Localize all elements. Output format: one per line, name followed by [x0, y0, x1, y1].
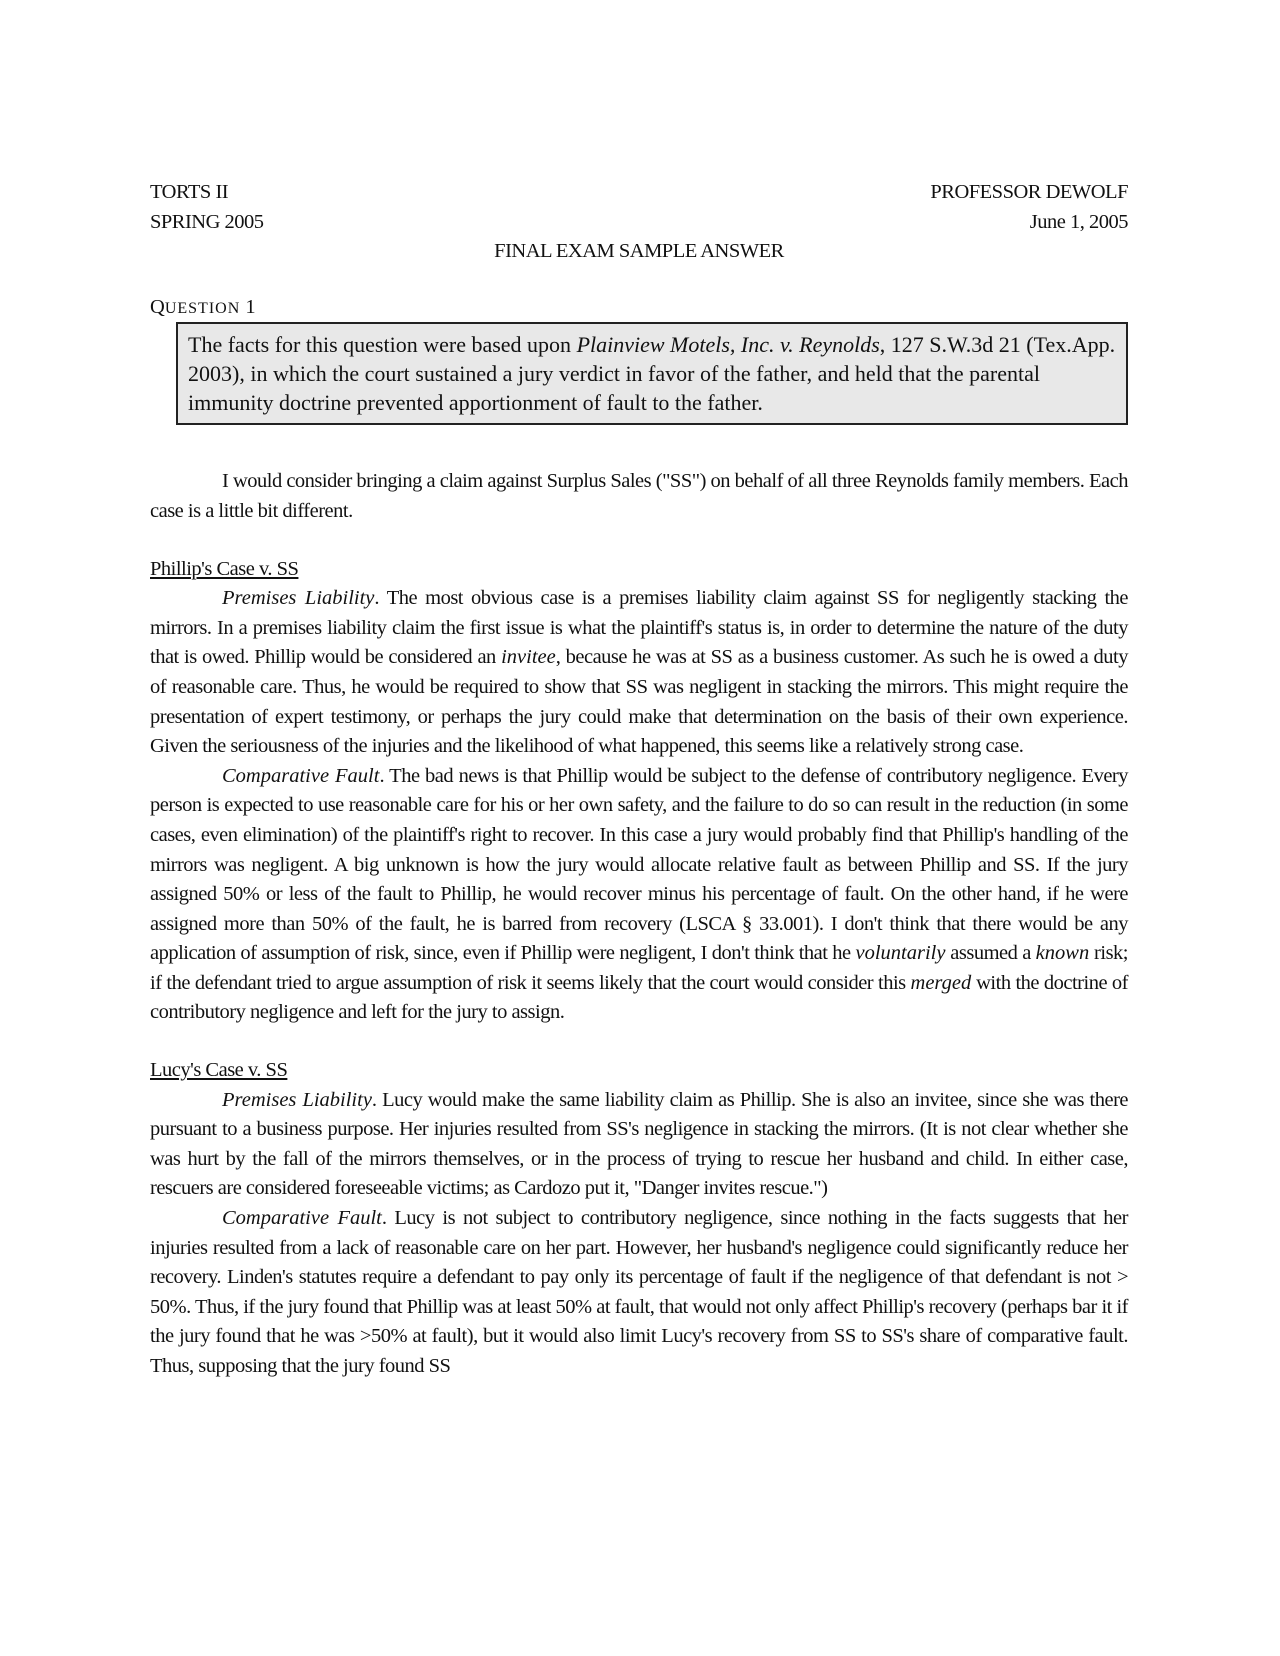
question-heading-initial: Q: [150, 295, 165, 318]
lucy-premises-paragraph: [150, 1086, 1128, 1204]
term: SPRING 2005: [150, 210, 264, 233]
phillip-comparative-text-4: with the doctrine of contributory negligence and left for the jury to assign.: [150, 971, 1129, 1024]
phillip-comparative-merged: merged: [910, 971, 972, 994]
phillip-premises-paragraph: [150, 584, 1128, 762]
phillip-comparative-text-1: . The bad news is that Phillip would be subject to the defense of contributory negligence. Every person is expected to use reasonable care for his or her own safety, and the failure to do so can result in the reduction (in some cases, even elimination) of the plaintiff's right to recover. In this case a jury would probably find that Phillip's handling of the mirrors was negligent. A big unknown is how the jury would allocate relative fault as between Phillip and SS. If the jury assigned 50% or less of the fault to Phillip, he would recover minus his percentage of fault. On the other hand, if he were assigned more than 50% of the fault, he is barred from recovery (LSCA § 33.001). I don't think that there would be any application of assumption of risk, since, even if Phillip were negligent, I don't think that he: [150, 764, 1128, 965]
intro-paragraph: I would consider bringing a claim against Surplus Sales ("SS") on behalf of all three Reynolds family members. Each case is a little bit different.: [150, 470, 1129, 522]
phillip-comparative-label: Comparative Fault: [222, 764, 380, 787]
phillip-premises-invitee: invitee: [501, 646, 556, 669]
course-name: TORTS II: [150, 181, 229, 203]
header-row-1: [150, 178, 1128, 208]
document-title: FINAL EXAM SAMPLE ANSWER: [494, 240, 784, 263]
lucy-comparative-label: Comparative Fault: [222, 1207, 382, 1230]
case-facts-box: [176, 322, 1128, 425]
header-row-2: [150, 208, 1128, 238]
lucy-section-heading: Lucy's Case v. SS: [150, 1059, 288, 1082]
case-name: Plainview Motels, Inc. v. Reynolds: [576, 332, 880, 358]
question-heading-rest: UESTION: [164, 299, 241, 317]
question-heading: [150, 293, 1128, 323]
lucy-premises-text-1: . Lucy would make the same liability claim as Phillip. She is also an invitee, since she was there pursuant to a business purpose. Her injuries resulted from SS's negligence in stacking the mirrors. (It is not clear whether she was hurt by the fall of the mirrors themselves, or in the process of trying to rescue her husband and child. In either case, rescuers are considered foreseeable victims; as Cardozo put it, "Danger invites rescue."): [150, 1088, 1129, 1200]
professor-name: PROFESSOR DEWOLF: [930, 181, 1128, 203]
phillip-comparative-text-3: risk; if the defendant tried to argue assumption of risk it seems likely that the court would consider this: [150, 942, 1128, 994]
lucy-premises-label: Premises Liability: [222, 1088, 372, 1111]
case-facts-text-2: , 127 S.W.3d 21 (Tex.App. 2003), in which the court sustained a jury verdict in favor of the father, and held that the parental immunity doctrine prevented apportionment of fault to the father.: [188, 332, 1116, 416]
phillip-comparative-voluntarily: voluntarily: [855, 942, 946, 965]
phillip-premises-label: Premises Liability: [222, 587, 375, 610]
case-facts-text-1: The facts for this question were based upon: [188, 332, 577, 358]
question-number: 1: [245, 295, 256, 318]
lucy-comparative-text-1: . Lucy is not subject to contributory negligence, since nothing in the facts suggests that her injuries resulted from a lack of reasonable care on her part. However, her husband's negligence could significantly reduce her recovery. Linden's statutes require a defendant to pay only its percentage of fault if the negligence of that defendant is not > 50%. Thus, if the jury found that Phillip was at least 50% at fault, that would not only affect Phillip's recovery (perhaps bar it if the jury found that he was >50% at fault), but it would also limit Lucy's recovery from SS to SS's share of comparative fault. Thus, supposing that the jury found SS: [150, 1207, 1128, 1377]
exam-date: June 1, 2005: [1029, 210, 1128, 233]
phillip-comparative-text-2: assumed a: [945, 942, 1036, 965]
phillip-comparative-known: known: [1035, 942, 1090, 965]
lucy-comparative-paragraph: [150, 1204, 1128, 1382]
phillip-section-heading: Phillip's Case v. SS: [150, 557, 299, 580]
phillip-comparative-paragraph: [150, 762, 1128, 1028]
phillip-premises-text-1: . The most obvious case is a premises liability claim against SS for negligently stacking the mirrors. In a premises liability claim the first issue is what the plaintiff's status is, in order to determine the nature of the duty that is owed. Phillip would be considered an: [150, 587, 1128, 669]
phillip-premises-text-2: , because he was at SS as a business customer. As such he is owed a duty of reasonable care. Thus, he would be required to show that SS was negligent in stacking the mirrors. This might require the presentation of expert testimony, or perhaps the jury could make that determination on the basis of their own experience. Given the seriousness of the injuries and the likelihood of what happened, this seems like a relatively strong case.: [150, 646, 1128, 758]
exam-answer-page: [150, 178, 1128, 1382]
